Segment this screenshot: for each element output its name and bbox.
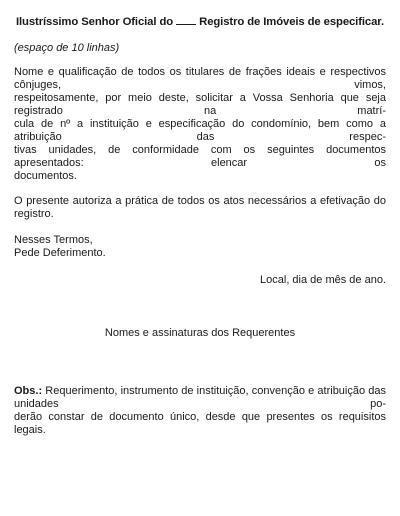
obs-label: Obs.: bbox=[14, 385, 43, 397]
place-date: Local, dia de mês de ano. bbox=[260, 274, 386, 286]
obs-line-2: derão constar de documento único, desde que presentes os requisitos legais. bbox=[14, 411, 386, 436]
request-line-1: Nome e qualificação de todos os titulares de frações ideais e respectivos cônjuges, vimos, bbox=[14, 66, 386, 91]
signature-line: Nomes e assinaturas dos Requerentes bbox=[104, 327, 296, 339]
title-part-1: Ilustríssimo Senhor Oficial do bbox=[15, 16, 174, 28]
obs-text-1: Requerimento, instrumento de instituição, convenção e atribuição das unidades po- bbox=[14, 385, 386, 410]
closing-line-1: Nesses Termos, bbox=[14, 234, 93, 246]
request-line-4: tivas unidades, de conformidade com os seguintes documentos apresentados: elencar os bbox=[14, 144, 386, 169]
closing-block bbox=[14, 234, 386, 260]
request-line-5: documentos. bbox=[14, 170, 77, 182]
request-paragraph bbox=[14, 66, 386, 183]
observation-note bbox=[14, 385, 386, 437]
document-page bbox=[0, 16, 400, 516]
authorization-paragraph: O presente autoriza a prática de todos os atos necessários a efetivação do registro. bbox=[14, 195, 386, 220]
space-note: (espaço de 10 linhas) bbox=[14, 42, 120, 54]
obs-line-1 bbox=[14, 385, 386, 411]
document-title bbox=[14, 16, 386, 29]
title-blank-line bbox=[176, 16, 196, 25]
closing-line-2: Pede Deferimento. bbox=[14, 247, 106, 259]
request-line-2: respeitosamente, por meio deste, solicitar a Vossa Senhoria que seja registrado na matrí- bbox=[14, 92, 386, 117]
title-part-2: Registro de Imóveis de especificar. bbox=[199, 16, 385, 28]
request-line-3: cula de nº a instituição e especificação do condomínio, bem como a atribuição das respec- bbox=[14, 118, 386, 143]
